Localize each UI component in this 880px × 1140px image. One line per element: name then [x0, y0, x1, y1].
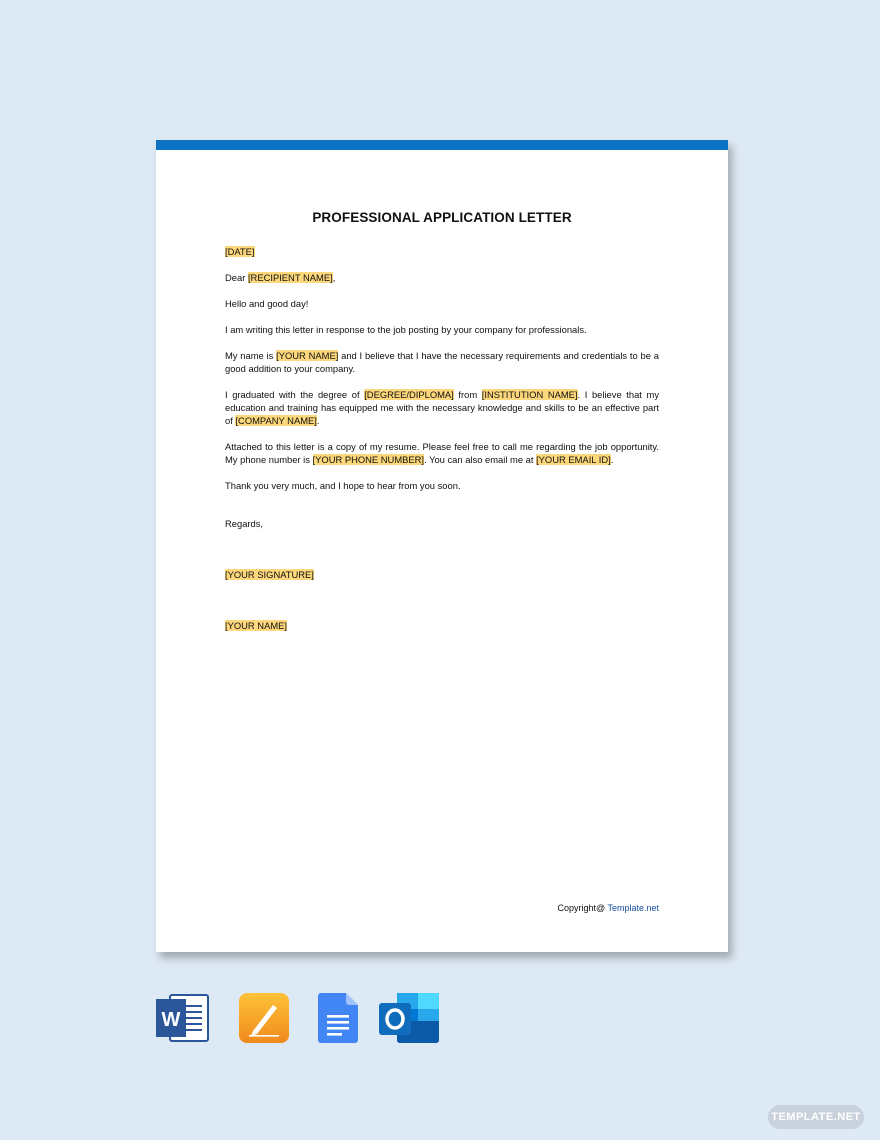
hello-line: Hello and good day! [225, 298, 309, 309]
copyright-label: Copyright@ [557, 903, 608, 913]
degree-placeholder: [DEGREE/DIPLOMA] [364, 389, 454, 400]
regards-line: Regards, [225, 518, 264, 529]
signature-placeholder: [YOUR SIGNATURE] [225, 569, 314, 580]
closing-name-placeholder: [YOUR NAME] [225, 620, 287, 631]
svg-text:W: W [161, 1009, 181, 1031]
phone-placeholder: [YOUR PHONE NUMBER] [312, 454, 425, 465]
p4-text-a: Attached to this letter is a copy of my resume. Please feel free to call me regarding the job opportunity. My phone number is [225, 441, 659, 465]
greeting-line [225, 271, 659, 284]
thanks-line: Thank you very much, and I hope to hear from you soon. [225, 480, 461, 491]
outlook-icon[interactable] [379, 993, 439, 1043]
paragraph-2 [225, 349, 659, 375]
closing-name-line [225, 619, 659, 632]
p3-text-c: . I believe that my education and training has equipped me with the necessary knowledge and skills to be an effective part of [225, 389, 660, 426]
greeting-prefix: Dear [225, 272, 248, 283]
p2-text-a: My name is [225, 350, 277, 361]
document-title: PROFESSIONAL APPLICATION LETTER [312, 210, 572, 225]
copyright-line [557, 903, 659, 913]
p3-text-b: from [453, 389, 482, 400]
p3-text-d: . [316, 415, 320, 426]
company-placeholder: [COMPANY NAME] [235, 415, 317, 426]
your-name-placeholder: [YOUR NAME] [276, 350, 339, 361]
signature-line [225, 568, 659, 581]
google-docs-icon[interactable] [318, 993, 358, 1043]
paragraph-1: I am writing this letter in response to the job posting by your company for professionals. [225, 324, 587, 335]
document-page [156, 140, 728, 952]
paragraph-3 [225, 388, 659, 427]
institution-placeholder: [INSTITUTION NAME] [481, 389, 578, 400]
copyright-link[interactable]: Template.net [607, 903, 659, 913]
template-net-badge[interactable]: TEMPLATE.NET [768, 1105, 864, 1129]
date-line [225, 245, 659, 258]
letter-body [225, 245, 659, 645]
pages-icon[interactable] [239, 993, 289, 1043]
p4-text-c: . [610, 454, 614, 465]
page-top-bar [156, 140, 728, 150]
greeting-suffix: , [332, 272, 336, 283]
paragraph-4 [225, 440, 659, 466]
p3-text-a: I graduated with the degree of [225, 389, 365, 400]
p2-text-b: and I believe that I have the necessary requirements and credentials to be a good addition to your company. [225, 350, 659, 374]
word-icon[interactable] [156, 993, 212, 1043]
email-placeholder: [YOUR EMAIL ID] [536, 454, 611, 465]
p4-text-b: . You can also email me at [424, 454, 537, 465]
date-placeholder: [DATE] [225, 246, 255, 257]
recipient-placeholder: [RECIPIENT NAME] [247, 272, 333, 283]
